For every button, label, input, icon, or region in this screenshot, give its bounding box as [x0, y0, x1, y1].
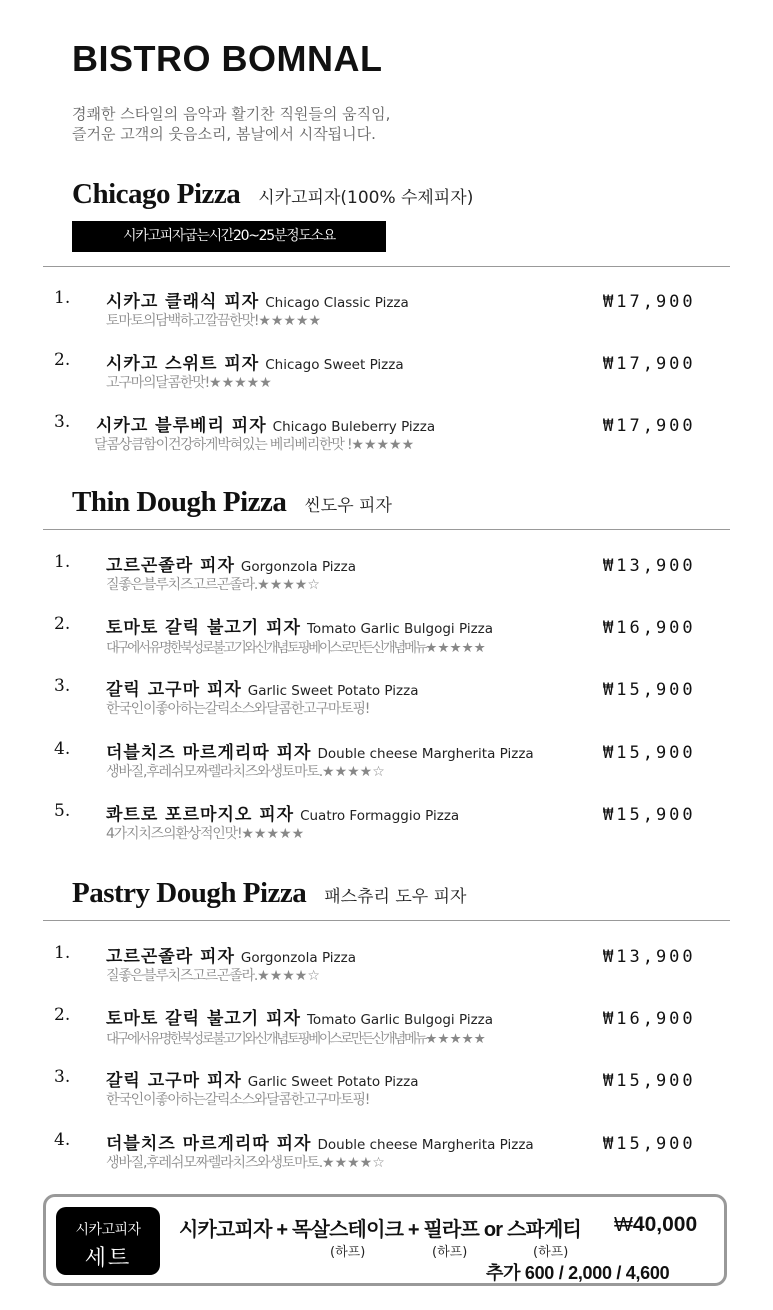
set-badge [56, 1207, 160, 1275]
item-description-text: 생바질,후레쉬모짜렐라치즈와생토마토. [106, 1155, 323, 1171]
set-price-amount: 40,000 [632, 1213, 698, 1236]
rating-stars: ★★★★★ [209, 375, 272, 391]
menu-item [0, 676, 773, 726]
item-name-en: Cuatro Formaggio Pizza [300, 808, 460, 824]
item-price: ₩17,900 [603, 416, 696, 436]
item-number: 3. [54, 676, 71, 696]
item-price: ₩15,900 [603, 680, 696, 700]
item-name-en: Chicago Classic Pizza [265, 295, 409, 311]
rating-stars: ★★★★★ [241, 826, 305, 842]
item-name-en: Chicago Buleberry Pizza [272, 419, 436, 435]
set-combo: 시카고피자 + 목살스테이크 + 필라프 or 스파게티 [179, 1219, 582, 1241]
item-number: 4. [54, 739, 71, 759]
item-description [106, 310, 321, 330]
item-price: ₩16,900 [603, 618, 696, 638]
item-description-text: 대구에서유명한북성로불고기와신개념토핑베이스로만든신개념메뉴 [106, 640, 426, 656]
item-name-en: Gorgonzola Pizza [240, 559, 356, 575]
item-name [106, 738, 534, 763]
item-number: 3. [54, 1067, 71, 1087]
item-name [106, 349, 404, 374]
item-name [106, 551, 356, 576]
item-number: 1. [54, 552, 71, 572]
item-name [106, 800, 459, 825]
thin-title-ko: 씬도우 피자 [304, 496, 392, 516]
item-name-en: Double cheese Margherita Pizza [317, 1137, 534, 1153]
item-price: ₩17,900 [603, 354, 696, 374]
set-badge-line-2: 세트 [84, 1246, 132, 1271]
item-description [106, 574, 320, 594]
item-name-en: Tomato Garlic Bulgogi Pizza [306, 621, 494, 637]
tagline [72, 104, 390, 144]
item-number: 1. [54, 288, 71, 308]
item-description [94, 434, 414, 454]
rating-stars: ★★★★☆ [322, 1155, 385, 1171]
section-divider [43, 920, 730, 921]
item-description-text: 고구마의달콤한맛! [106, 375, 210, 391]
item-description [106, 372, 272, 392]
section-divider [43, 529, 730, 530]
rating-stars: ★★★★☆ [257, 577, 320, 593]
baking-time-note: 시카고피자굽는시간20~25분정도소요 [72, 221, 386, 252]
item-description-text: 질좋은블루치즈고르곤졸라. [106, 968, 258, 984]
menu-item [0, 412, 773, 462]
chicago-title-ko: 시카고피자(100% 수제피자) [258, 188, 474, 208]
item-name-ko: 토마토 갈릭 불고기 피자 [106, 1009, 301, 1029]
item-price: ₩15,900 [603, 805, 696, 825]
pastry-title-ko: 패스츄리 도우 피자 [324, 887, 467, 907]
item-description-text: 생바질,후레쉬모짜렐라치즈와생토마토. [106, 764, 323, 780]
menu-item [0, 288, 773, 338]
item-price: ₩15,900 [603, 1071, 696, 1091]
half-label-spaghetti: (하프) [533, 1245, 569, 1260]
thin-title-en: Thin Dough Pizza [72, 486, 287, 518]
menu-item [0, 614, 773, 664]
item-description [106, 1089, 369, 1109]
rating-stars: ★★★★★ [351, 437, 415, 453]
item-price: ₩13,900 [603, 947, 696, 967]
thin-section-header [72, 486, 392, 519]
item-name [106, 1004, 493, 1029]
item-price: ₩16,900 [603, 1009, 696, 1029]
menu-item [0, 943, 773, 993]
item-name-en: Double cheese Margherita Pizza [317, 746, 534, 762]
item-description-text: 질좋은블루치즈고르곤졸라. [106, 577, 258, 593]
item-number: 5. [54, 801, 71, 821]
tagline-line-2: 즐거운 고객의 웃음소리, 봄날에서 시작됩니다. [72, 125, 376, 143]
item-number: 2. [54, 350, 71, 370]
chicago-section-header [72, 178, 473, 211]
menu-item [0, 552, 773, 602]
pastry-section-header [72, 877, 466, 910]
item-name [106, 1129, 534, 1154]
item-name [106, 287, 409, 312]
set-menu-box [43, 1194, 727, 1286]
item-description [106, 698, 369, 718]
item-name-en: Garlic Sweet Potato Pizza [247, 683, 419, 699]
item-name-ko: 더블치즈 마르게리따 피자 [106, 1134, 312, 1154]
item-name [106, 613, 493, 638]
item-name-ko: 시카고 스위트 피자 [106, 354, 260, 374]
rating-stars: ★★★★☆ [257, 968, 320, 984]
rating-stars: ★★★★★ [425, 1031, 486, 1047]
item-description-text: 토마토의담백하고깔끔한맛! [106, 313, 259, 329]
item-name [96, 411, 435, 436]
menu-item [0, 1005, 773, 1055]
item-name [106, 942, 356, 967]
half-label-pilaf: (하프) [432, 1245, 468, 1260]
item-name-ko: 갈릭 고구마 피자 [106, 680, 242, 700]
rating-stars: ★★★★★ [258, 313, 322, 329]
set-price [614, 1213, 697, 1237]
item-name-ko: 토마토 갈릭 불고기 피자 [106, 618, 301, 638]
item-name-ko: 시카고 블루베리 피자 [96, 416, 267, 436]
item-price: ₩15,900 [603, 1134, 696, 1154]
item-name-ko: 더블치즈 마르게리따 피자 [106, 743, 312, 763]
item-description [106, 1152, 385, 1172]
tagline-line-1: 경쾌한 스타일의 음악과 활기찬 직원들의 움직임, [72, 105, 391, 123]
item-name-ko: 콰트로 포르마지오 피자 [106, 805, 295, 825]
item-name-en: Tomato Garlic Bulgogi Pizza [306, 1012, 494, 1028]
item-description-text: 한국인이좋아하는갈릭소스와달콤한고구마토핑! [106, 1092, 370, 1108]
item-description-text: 한국인이좋아하는갈릭소스와달콤한고구마토핑! [106, 701, 370, 717]
brand-title: BISTRO BOMNAL [72, 38, 383, 79]
item-description [106, 761, 385, 781]
item-description-text: 달콤상큼함이건강하게박혀있는 베리베리한맛 ! [94, 437, 352, 453]
menu-item [0, 350, 773, 400]
menu-item [0, 801, 773, 851]
item-number: 2. [54, 614, 71, 634]
item-description [106, 965, 320, 985]
item-name-ko: 시카고 클래식 피자 [106, 292, 260, 312]
item-price: ₩13,900 [603, 556, 696, 576]
chicago-title-en: Chicago Pizza [72, 178, 241, 210]
item-price: ₩15,900 [603, 743, 696, 763]
item-description [106, 823, 304, 843]
item-name-en: Chicago Sweet Pizza [265, 357, 404, 373]
item-price: ₩17,900 [603, 292, 696, 312]
item-name-ko: 갈릭 고구마 피자 [106, 1071, 242, 1091]
item-number: 2. [54, 1005, 71, 1025]
item-name-ko: 고르곤졸라 피자 [106, 556, 235, 576]
menu-item [0, 1130, 773, 1180]
item-description [106, 636, 486, 656]
item-description-text: 대구에서유명한북성로불고기와신개념토핑베이스로만든신개념메뉴 [106, 1031, 426, 1047]
item-number: 1. [54, 943, 71, 963]
set-badge-line-1: 시카고피자 [75, 1222, 141, 1238]
set-price-symbol: ₩ [614, 1214, 633, 1236]
item-name-en: Garlic Sweet Potato Pizza [247, 1074, 419, 1090]
section-divider [43, 266, 730, 267]
half-label-steak: (하프) [330, 1245, 366, 1260]
rating-stars: ★★★★☆ [322, 764, 385, 780]
item-number: 3. [54, 412, 71, 432]
item-name-en: Gorgonzola Pizza [240, 950, 356, 966]
menu-item [0, 1067, 773, 1117]
menu-item [0, 739, 773, 789]
pastry-title-en: Pastry Dough Pizza [72, 877, 307, 909]
item-description [106, 1027, 486, 1047]
item-name-ko: 고르곤졸라 피자 [106, 947, 235, 967]
item-name [106, 1066, 418, 1091]
item-name [106, 675, 418, 700]
rating-stars: ★★★★★ [425, 640, 486, 656]
item-number: 4. [54, 1130, 71, 1150]
item-description-text: 4가지치즈의환상적인맛! [106, 826, 242, 842]
set-extra-charge: 추가 600 / 2,000 / 4,600 [486, 1263, 670, 1283]
